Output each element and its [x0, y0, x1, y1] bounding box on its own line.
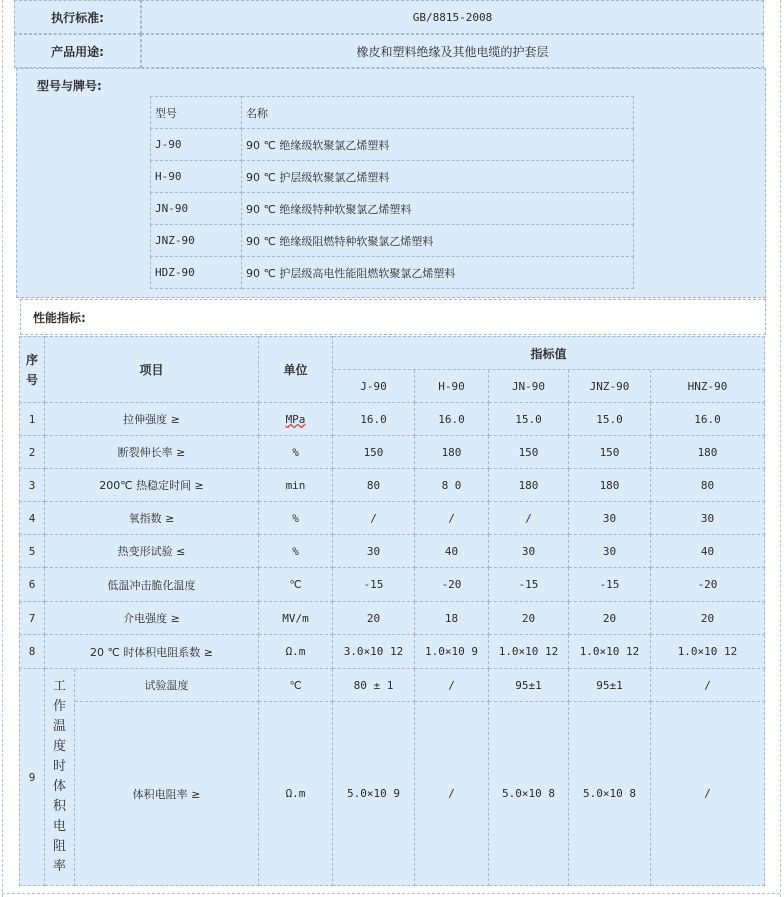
row-value: 16.0	[333, 403, 415, 436]
row-value: 95±1	[569, 669, 651, 702]
row-number: 4	[19, 502, 45, 535]
row-value: 15.0	[569, 403, 651, 436]
performance-title: 性能指标:	[33, 311, 86, 325]
row-item: 介电强度 ≥	[45, 602, 259, 635]
header-col: JNZ-90	[569, 370, 651, 403]
row-number: 1	[19, 403, 45, 436]
row-unit: ℃	[259, 568, 333, 602]
row9-group-text: 工作温度时体积电阻率	[52, 679, 66, 874]
row-value: /	[489, 502, 569, 535]
row-value: 30	[651, 502, 765, 535]
row-unit: %	[259, 535, 333, 568]
model-name: 90 ℃ 绝缘级特种软聚氯乙烯塑料	[242, 193, 634, 225]
row-number: 2	[19, 436, 45, 469]
models-table	[150, 96, 634, 289]
table-row	[19, 635, 765, 669]
model-type: HDZ-90	[150, 257, 242, 289]
row-value: 1.0×10 12	[489, 635, 569, 669]
row-unit	[259, 403, 333, 436]
row-value: 16.0	[651, 403, 765, 436]
row-number: 8	[19, 635, 45, 669]
row-value: 1.0×10 9	[415, 635, 489, 669]
row-value: -20	[415, 568, 489, 602]
table-row	[19, 436, 765, 469]
performance-title-bar	[20, 299, 766, 335]
row-unit: %	[259, 502, 333, 535]
row-value: -15	[333, 568, 415, 602]
models-header-row	[150, 96, 634, 129]
row-value: /	[415, 702, 489, 886]
row-item: 体积电阻率 ≥	[75, 702, 259, 886]
row-value: 30	[569, 535, 651, 568]
row-value: 5.0×10 8	[569, 702, 651, 886]
header-col: H-90	[415, 370, 489, 403]
row-value: 150	[489, 436, 569, 469]
row-value: 30	[489, 535, 569, 568]
row-item: 低温冲击脆化温度	[45, 568, 259, 602]
header-col: J-90	[333, 370, 415, 403]
row-value: -15	[569, 568, 651, 602]
standard-value: GB/8815-2008	[141, 0, 764, 34]
models-col-name: 名称	[242, 96, 634, 129]
model-name: 90 ℃ 护层级软聚氯乙烯塑料	[242, 161, 634, 193]
row-unit: ℃	[259, 669, 333, 702]
table-row	[19, 602, 765, 635]
model-name: 90 ℃ 护层级高电性能阻燃软聚氯乙烯塑料	[242, 257, 634, 289]
row-value: 180	[415, 436, 489, 469]
usage-row	[14, 34, 764, 68]
table-row	[19, 403, 765, 436]
row-item: 热变形试验 ≤	[45, 535, 259, 568]
table-row	[150, 129, 634, 161]
row-value: 180	[569, 469, 651, 502]
row-item: 断裂伸长率 ≥	[45, 436, 259, 469]
performance-table	[19, 336, 765, 886]
header-col: JN-90	[489, 370, 569, 403]
row-unit: Ω.m	[259, 702, 333, 886]
row-value: 30	[333, 535, 415, 568]
row-value: 5.0×10 9	[333, 702, 415, 886]
row-item: 20 ℃ 时体积电阻系数 ≥	[45, 635, 259, 669]
row-number: 6	[19, 568, 45, 602]
row-item: 氧指数 ≥	[45, 502, 259, 535]
model-type: JN-90	[150, 193, 242, 225]
standard-label: 执行标准:	[14, 0, 141, 34]
model-name: 90 ℃ 绝缘级阻燃特种软聚氯乙烯塑料	[242, 225, 634, 257]
row-item: 拉伸强度 ≥	[45, 403, 259, 436]
table-row	[150, 193, 634, 225]
table-row	[150, 225, 634, 257]
row-value: 80	[333, 469, 415, 502]
row-value: 20	[333, 602, 415, 635]
row-value: 1.0×10 12	[651, 635, 765, 669]
model-name: 90 ℃ 绝缘级软聚氯乙烯塑料	[242, 129, 634, 161]
outer-border-right	[780, 0, 782, 897]
row-value: -15	[489, 568, 569, 602]
row-value: 40	[415, 535, 489, 568]
header-seq: 序号	[19, 336, 45, 403]
row-unit: min	[259, 469, 333, 502]
row-value: 20	[489, 602, 569, 635]
row-value: 150	[569, 436, 651, 469]
row-value: 150	[333, 436, 415, 469]
row-value: 18	[415, 602, 489, 635]
row-value: -20	[651, 568, 765, 602]
row-number: 3	[19, 469, 45, 502]
table-row	[19, 669, 765, 702]
row-value: 3.0×10 12	[333, 635, 415, 669]
row-value: 5.0×10 8	[489, 702, 569, 886]
models-title: 型号与牌号:	[37, 79, 102, 93]
row-value: 40	[651, 535, 765, 568]
table-row	[150, 161, 634, 193]
header-index: 指标值	[333, 336, 765, 370]
row-value: /	[651, 702, 765, 886]
usage-value: 橡皮和塑料绝缘及其他电缆的护套层	[141, 34, 764, 68]
models-section	[16, 68, 766, 298]
table-row	[19, 568, 765, 602]
table-row	[19, 469, 765, 502]
row-item: 200℃ 热稳定时间 ≥	[45, 469, 259, 502]
row-unit: Ω.m	[259, 635, 333, 669]
header-unit: 单位	[259, 336, 333, 403]
row-unit: MV/m	[259, 602, 333, 635]
row-item: 试验温度	[75, 669, 259, 702]
outer-border-left	[2, 0, 4, 897]
row-value: 80 ± 1	[333, 669, 415, 702]
row-number: 5	[19, 535, 45, 568]
models-col-type: 型号	[150, 96, 242, 129]
spellcheck-underline: MPa	[285, 412, 306, 426]
table-row	[19, 702, 765, 886]
row-value: 30	[569, 502, 651, 535]
row-value: 80	[651, 469, 765, 502]
header-col: HNZ-90	[651, 370, 765, 403]
row-value: 16.0	[415, 403, 489, 436]
row-value: 180	[489, 469, 569, 502]
row-value: 95±1	[489, 669, 569, 702]
row-value: 180	[651, 436, 765, 469]
header-item: 项目	[45, 336, 259, 403]
model-type: JNZ-90	[150, 225, 242, 257]
row-value: 1.0×10 12	[569, 635, 651, 669]
row-value: 20	[651, 602, 765, 635]
row-value: 20	[569, 602, 651, 635]
table-row	[19, 502, 765, 535]
row-value: 15.0	[489, 403, 569, 436]
model-type: J-90	[150, 129, 242, 161]
perf-header-row-1	[19, 336, 765, 370]
row-number: 7	[19, 602, 45, 635]
row-number: 9	[19, 669, 45, 886]
usage-label: 产品用途:	[14, 34, 141, 68]
table-row	[19, 535, 765, 568]
outer-border-bottom	[2, 893, 780, 894]
row-value: /	[333, 502, 415, 535]
row-value: /	[415, 669, 489, 702]
row-unit: %	[259, 436, 333, 469]
row-value: /	[651, 669, 765, 702]
standard-row	[14, 0, 764, 34]
row-value: /	[415, 502, 489, 535]
table-row	[150, 257, 634, 289]
row9-group-label	[45, 669, 75, 886]
model-type: H-90	[150, 161, 242, 193]
row-value: 8 0	[415, 469, 489, 502]
